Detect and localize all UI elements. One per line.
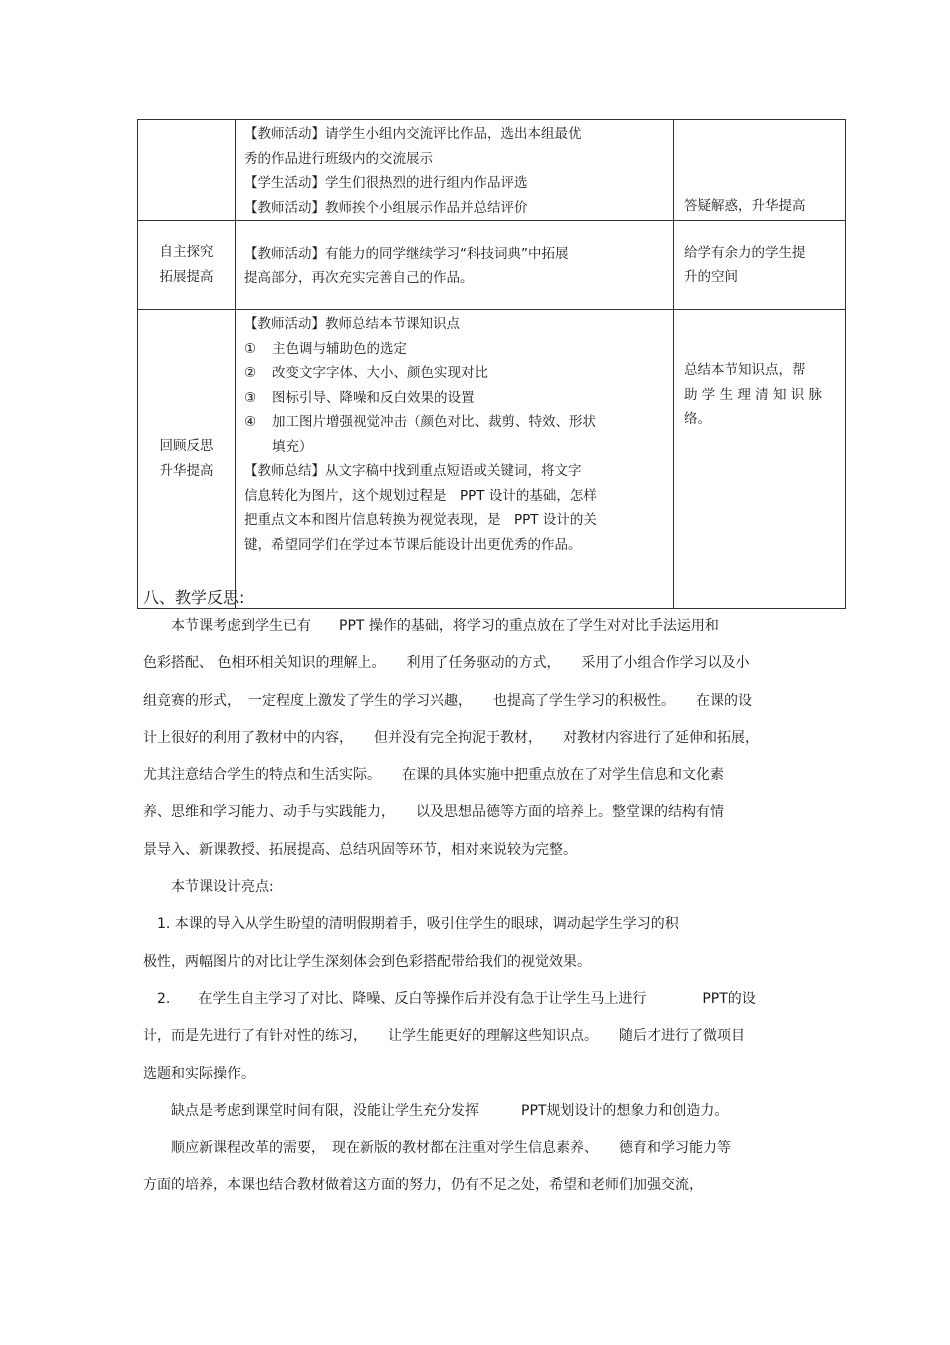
- paragraph-line: 极性，两幅图片的对比让学生深刻体会到色彩搭配带给我们的视觉效果。: [143, 953, 591, 970]
- intent-cell: [674, 120, 846, 221]
- list-item: [244, 410, 665, 435]
- summary-line: 【教师总结】从文字稿中找到重点短语或关键词，将文字: [244, 463, 582, 479]
- paragraph-line: 顺应新课程改革的需要， 现在新版的教材都在注重对学生信息素养、 德育和学习能力等: [143, 1140, 731, 1157]
- summary-line: 把重点文本和图片信息转换为视觉表现，是 PPT 设计的关: [244, 512, 597, 528]
- activity-line: 【学生活动】学生们很热烈的进行组内作品评选: [244, 175, 528, 191]
- paragraph-line: 组竞赛的形式， 一定程度上激发了学生的学习兴趣， 也提高了学生学习的积极性。 在课的设: [143, 692, 752, 709]
- list-item: [244, 337, 665, 362]
- activity-line: 【教师活动】教师总结本节课知识点: [244, 316, 460, 332]
- paragraph-line: 尤其注意结合学生的特点和生活实际。 在课的具体实施中把重点放在了对学生信息和文化素: [143, 767, 724, 784]
- stage-line: 回顾反思: [159, 438, 214, 454]
- item-number: ②: [244, 365, 257, 381]
- item-text: 图标引导、降噪和反白效果的设置: [272, 389, 475, 406]
- summary-line: 信息转化为图片，这个规划过程是 PPT 设计的基础，怎样: [244, 487, 597, 504]
- intent-cell: [674, 221, 846, 310]
- intent-line: 升的空间: [684, 269, 738, 285]
- activity-line: 【教师活动】有能力的同学继续学习“科技词典”中拓展: [244, 245, 569, 262]
- summary-line: 键，希望同学们在学过本节课后能设计出更优秀的作品。: [244, 536, 582, 553]
- intent-cell: [674, 310, 846, 609]
- table-row: [138, 120, 846, 221]
- item-continuation: 填充）: [272, 438, 313, 455]
- paragraph-line: 本节课考虑到学生已有 PPT 操作的基础，将学习的重点放在了学生对对比手法运用和: [143, 618, 719, 634]
- intent-line: 给学有余力的学生提: [684, 244, 806, 261]
- paragraph-line: 2. 在学生自主学习了对比、降噪、反白等操作后并没有急于让学生马上进行 PPT的设: [143, 990, 756, 1007]
- intent-text: 答疑解惑，升华提高: [684, 197, 806, 214]
- reflection-body: [143, 608, 823, 1205]
- section-title: 八、教学反思:: [143, 588, 245, 607]
- intent-line: 络。: [684, 411, 711, 427]
- activity-line: 提高部分，再次充实完善自己的作品。: [244, 270, 474, 286]
- stage-cell: [138, 120, 236, 221]
- paragraph-line: 1. 本课的导入从学生盼望的清明假期着手，吸引住学生的眼球，调动起学生学习的积: [143, 916, 679, 933]
- item-text: 加工图片增强视觉冲击（颜色对比、裁剪、特效、形状: [272, 414, 596, 430]
- paragraph-line: 计，而是先进行了有针对性的练习， 让学生能更好的理解这些知识点。 随后才进行了微项目: [143, 1028, 745, 1045]
- paragraph-line: 养、思维和学习能力、动手与实践能力， 以及思想品德等方面的培养上。整堂课的结构有情: [143, 804, 724, 821]
- paragraph-line: 色彩搭配、 色相环相关知识的理解上。 利用了任务驱动的方式， 采用了小组合作学习以及小: [143, 655, 750, 672]
- list-item: [244, 386, 665, 411]
- activity-line: 【教师活动】教师挨个小组展示作品并总结评价: [244, 199, 528, 216]
- paragraph-line: 景导入、新课教授、拓展提高、总结巩固等环节，相对来说较为完整。: [143, 841, 577, 858]
- activity-line: 秀的作品进行班级内的交流展示: [244, 150, 433, 167]
- item-text: 主色调与辅助色的选定: [272, 340, 407, 357]
- paragraph-line: 方面的培养，本课也结合教材做着这方面的努力，仍有不足之处，希望和老师们加强交流，: [143, 1177, 703, 1194]
- activity-cell: [236, 310, 674, 609]
- intent-line: 助 学 生 理 清 知 识 脉: [684, 386, 823, 403]
- activity-cell: [236, 221, 674, 310]
- paragraph-line: 本节课设计亮点:: [143, 879, 274, 896]
- item-text: 改变文字字体、大小、颜色实现对比: [272, 365, 488, 381]
- paragraph-line: 选题和实际操作。: [143, 1065, 255, 1082]
- stage-line: 拓展提高: [159, 269, 214, 285]
- stage-cell: [138, 310, 236, 609]
- lesson-plan-table: [137, 119, 846, 609]
- table-row: [138, 221, 846, 310]
- intent-line: 总结本节知识点，帮: [684, 362, 806, 378]
- activity-cell: [236, 120, 674, 221]
- item-number: ③: [244, 389, 257, 406]
- activity-line: 【教师活动】请学生小组内交流评比作品，选出本组最优: [244, 126, 582, 142]
- item-number: ④: [244, 414, 257, 430]
- stage-cell: [138, 221, 236, 310]
- stage-line: 升华提高: [159, 463, 214, 479]
- table-row: [138, 310, 846, 609]
- paragraph-line: 计上很好的利用了教材中的内容， 但并没有完全拘泥于教材， 对教材内容进行了延伸和拓展，: [143, 729, 759, 746]
- paragraph-line: 缺点是考虑到课堂时间有限，没能让学生充分发挥 PPT规划设计的想象力和创造力。: [143, 1102, 729, 1119]
- list-item: [244, 361, 665, 386]
- stage-line: 自主探究: [159, 244, 214, 260]
- item-number: ①: [244, 340, 257, 357]
